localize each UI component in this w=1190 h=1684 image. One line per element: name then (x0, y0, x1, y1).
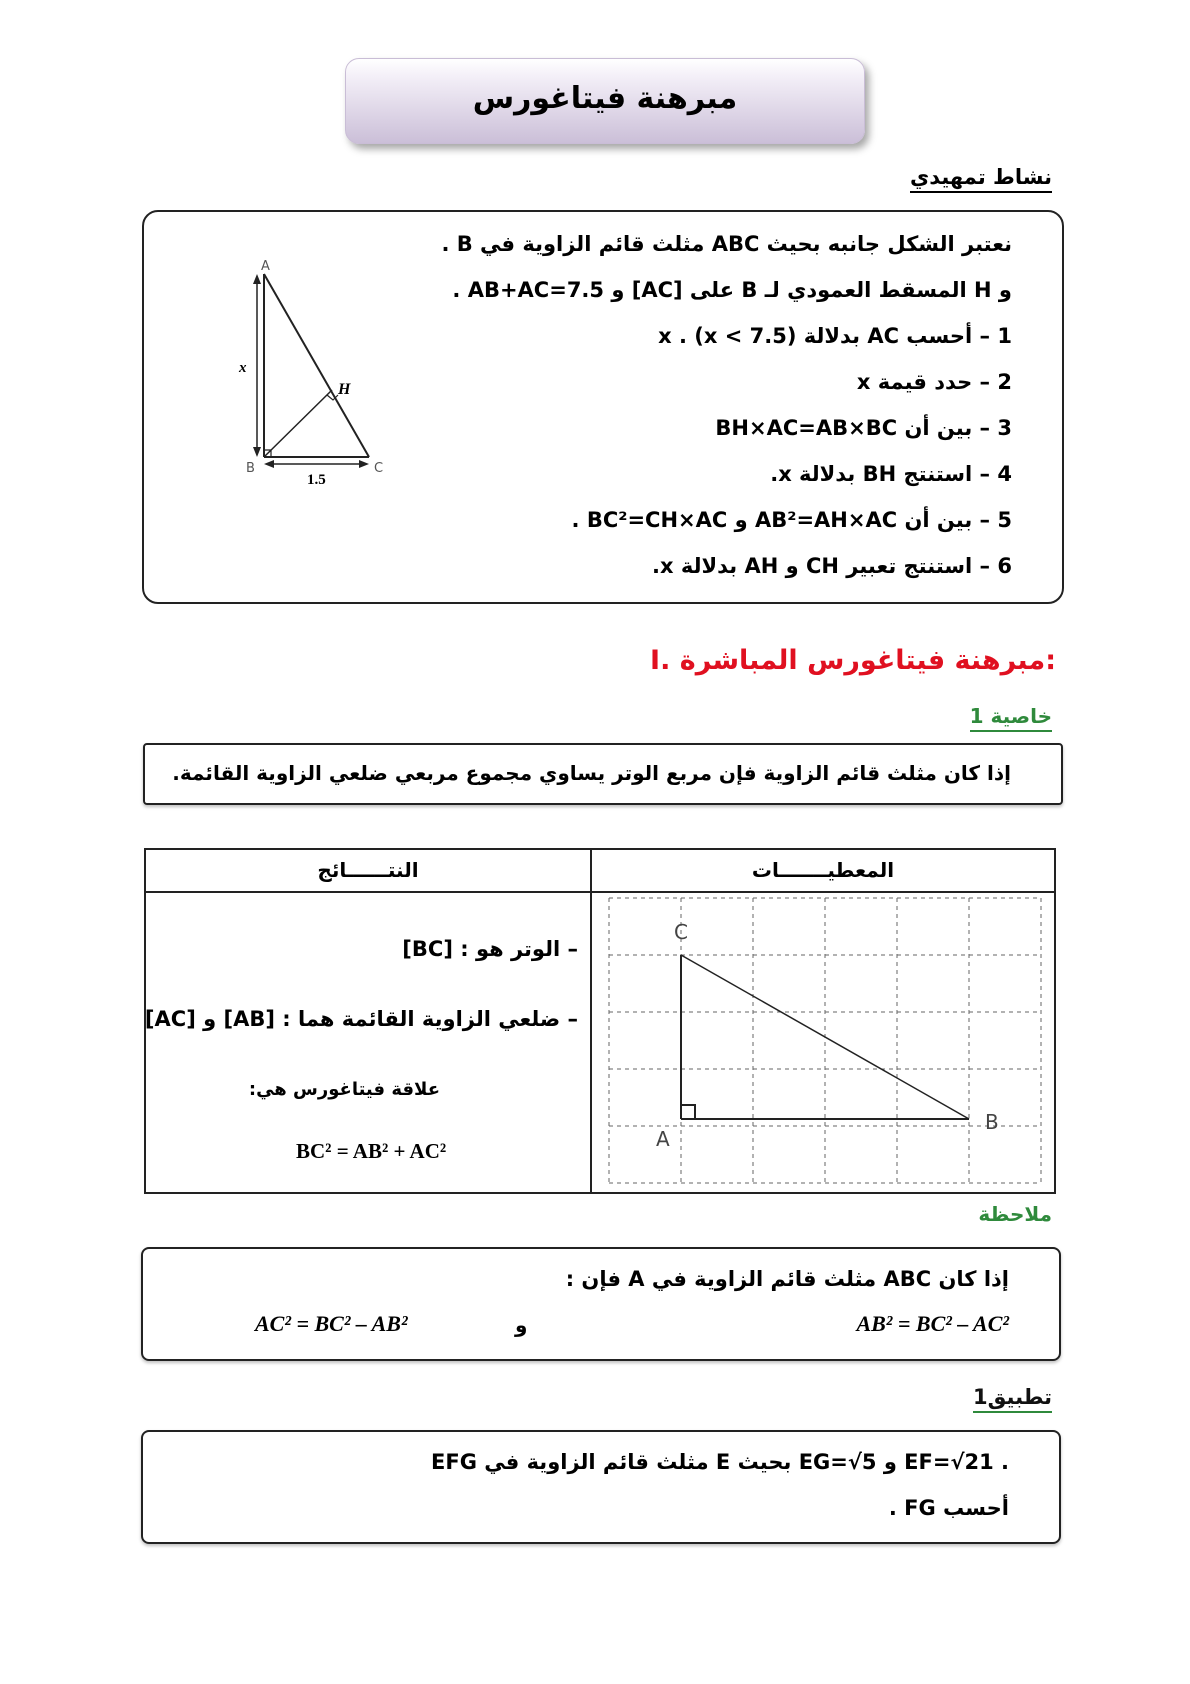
page-title: مبرهنة فيتاغورس (472, 81, 738, 116)
warmup-line-4: 2 – حدد قيمة x (856, 370, 1012, 394)
warmup-label: نشاط تمهيدي (910, 165, 1052, 193)
fig-label-h: H (338, 381, 351, 398)
results-cell (146, 893, 590, 1192)
grid-triangle-figure (594, 893, 1052, 1190)
grid-label-c: C (674, 920, 688, 944)
results-header: النتــــــائج (317, 858, 419, 882)
application-box (141, 1430, 1061, 1544)
pythagoras-table (144, 848, 1056, 1194)
warmup-line-7: 5 – بين أن AB²=AH×AC و BC²=CH×AC . (571, 508, 1012, 532)
application-line-2: أحسب FG . (888, 1496, 1009, 1520)
warmup-line-5: 3 – بين أن BH×AC=AB×BC (715, 416, 1012, 440)
warmup-line-3: 1 – أحسب AC بدلالة x . (x < 7.5) (658, 324, 1012, 348)
warmup-box (142, 210, 1064, 604)
given-header-cell (592, 850, 1054, 893)
application-line-1: EFG مثلث قائم الزاوية في E بحيث EG=√5 و EF=√21 . (431, 1450, 1009, 1474)
application-label: تطبيق1 (973, 1385, 1052, 1413)
hypotenuse-line: – الوتر هو : [BC] (402, 937, 578, 961)
fig-label-c: C (374, 461, 384, 476)
fig-label-15: 1.5 (307, 472, 326, 488)
fig-label-b: B (246, 461, 255, 476)
warmup-line-1: نعتبر الشكل جانبه بحيث ABC مثلث قائم الزاوية في B . (441, 232, 1012, 256)
relation-label: علاقة فيتاغورس هي: (248, 1079, 440, 1100)
title-banner (345, 58, 865, 144)
warmup-line-2: و H المسقط العمودي لـ B على [AC] و AB+AC=7.5 . (452, 278, 1012, 302)
property-label: خاصية 1 (970, 704, 1052, 732)
section-heading: I. مبرهنة فيتاغورس المباشرة: (650, 645, 1056, 676)
relation-formula: BC² = AB² + AC² (296, 1139, 447, 1163)
remark-eq-1: AB² = BC² – AC² (856, 1311, 1009, 1336)
remark-eq-2: AC² = BC² – AB² (255, 1311, 408, 1336)
property-box (143, 743, 1063, 805)
remark-line-1: إذا كان ABC مثلث قائم الزاوية في A فإن : (565, 1267, 1009, 1291)
remark-box (141, 1247, 1061, 1361)
warmup-line-6: 4 – استنتج BH بدلالة x. (770, 462, 1012, 486)
grid-label-a: A (656, 1127, 670, 1151)
property-text: إذا كان مثلث قائم الزاوية فإن مربع الوتر يساوي مجموع مربعي ضلعي الزاوية القائمة. (172, 761, 1011, 785)
grid-label-b: B (985, 1110, 999, 1134)
legs-line: – ضلعي الزاوية القائمة هما : [AB] و [AC] (144, 1007, 578, 1031)
warmup-line-8: 6 – استنتج تعبير CH و AH بدلالة x. (652, 554, 1012, 578)
given-header: المعطيـــــــات (751, 858, 895, 882)
remark-label: ملاحظة (978, 1202, 1052, 1226)
results-header-cell (146, 850, 592, 893)
fig-label-x: x (239, 360, 247, 376)
remark-and: و (515, 1313, 528, 1337)
fig-label-a: A (261, 259, 270, 274)
